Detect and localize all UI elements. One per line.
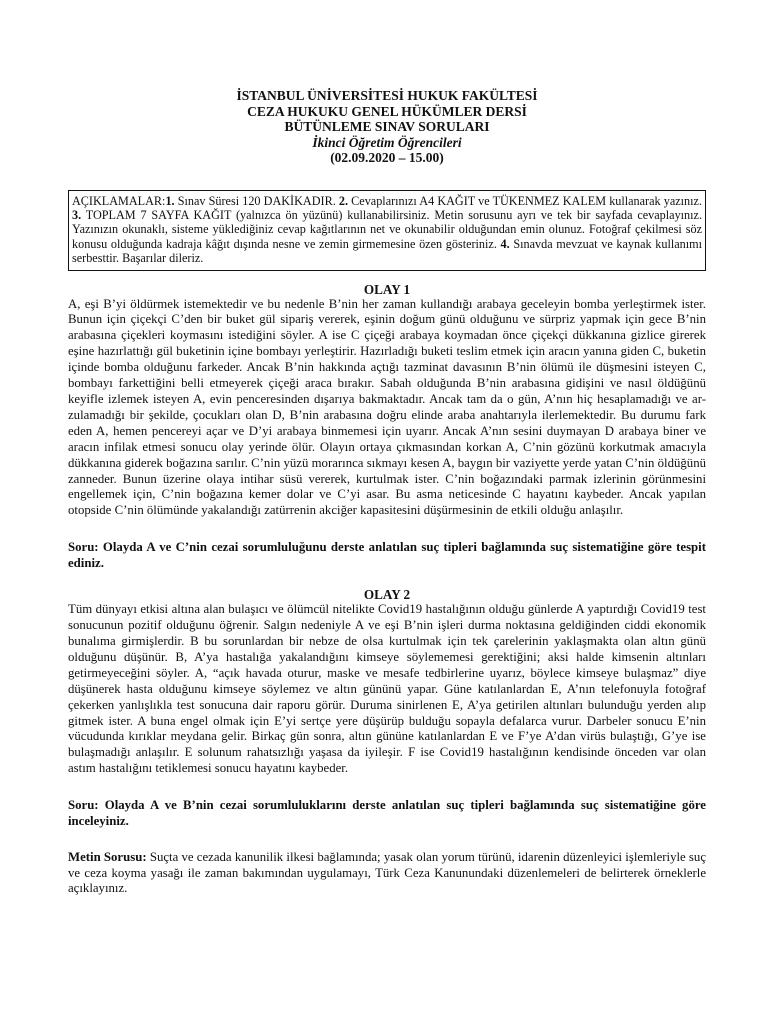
exam-title: BÜTÜNLEME SINAV SORULARI — [284, 119, 490, 134]
case-2-text: Tüm dünyayı etkisi altına alan bulaşıcı ve ölümcül nitelikte Covid19 hastalığının olduğu günlerde A yaptırdığı Covid19 test sonucunun pozitif olduğunu öğrenir. Salgın nedeniyle A ve eşi B’nin işleri durma noktasına geldiğinden ciddi ekonomik bunalıma girmişlerdir. B bu sorunlardan bir nebze de olsa kurtulmak için tek çarelerinin yaklaşmakta olan altın günü olduğunu düşünür. B, A’ya hastalığa yakalandığını kimseye söylememesi gerektiğini; aksi halde kimsenin altınları getirmeyeceğini söyler. A, “açık havada oturur, maske ve mesafe tedbirlerine uyarız, böylece kimseye bulaşmaz” diye düşünerek hasta olduğunu kimseye söylemez ve altın gününü yapar. Güne katılanlardan E, A’nın telefonuyla fotoğraf çekerken yanlışlıkla test sonucuna dair raporu görür. Duruma sinirlenen E, A’ya getirilen altınları bulunduğu yerden alıp gitmek ister. A buna engel olmak için E’yi sertçe yere düşürüp bulduğu sopayla defalarca vurur. Darbeler sonucu E’nin vücudunda kırıklar meydana gelir. Birkaç gün sonra, altın gününe katılanlardan E ve F’ye A’dan virüs bulaştığı, G’ye ise bulaşmadığı anlaşılır. E solunum rahatsızlığı yaşasa da iyileşir. F ise Covid19 hastalığının kendisinde önceden var olan astım hastalığını tetiklemesi sonucu hayatını kaybeder. — [68, 602, 706, 776]
course-title: CEZA HUKUKU GENEL HÜKÜMLER DERSİ — [247, 103, 527, 119]
item-number: 2. — [338, 193, 349, 208]
case-2-question: Soru: Olayda A ve B’nin cezai sorumluluklarını derste anlatılan suç tipleri bağlamında suç sistematiğine göre inceleyiniz. — [68, 798, 706, 829]
instructions-box — [68, 190, 706, 271]
essay-question — [68, 850, 706, 897]
item-number: 3. — [72, 207, 82, 222]
item-number: 4. — [500, 236, 510, 251]
instructions-label: AÇIKLAMALAR: — [72, 193, 166, 208]
essay-text: Suçta ve cezada kanunilik ilkesi bağlamında; yasak olan yorum türünü, idarenin düzenleyici işlemleriyle suç ve ceza koyma yasağı ile zaman bakımından uygulamayı, Türk Ceza Kanunundaki düzenlemeleri de belirterek örneklerle açıklayınız. — [68, 850, 706, 896]
essay-label: Metin Sorusu: — [68, 850, 147, 865]
students-subtitle: İkinci Öğretim Öğrencileri — [312, 134, 462, 150]
instruction-text: Sınav Süresi 120 DAKİKADIR. — [174, 193, 339, 208]
instruction-text: TOPLAM 7 SAYFA KAĞIT (yalnızca ön yüzünü) kullanabilirsiniz. Metin sorusunu ayrı ve tek bir sayfada cevaplayınız. Yazınızın okunaklı, sisteme yüklediğiniz cevap kağıtlarının net ve okunabilir olduğundan emin olunuz. Fotoğraf çekilmesi söz konusu olduğunda kadraja kâğıt dışında nesne ve zemin girmemesine özen gösteriniz. — [72, 207, 702, 251]
case-1-title: OLAY 1 — [363, 281, 411, 297]
case-2-title: OLAY 2 — [363, 587, 411, 603]
instruction-text: Cevaplarınızı A4 KAĞIT ve TÜKENMEZ KALEM kullanarak yazınız. — [348, 193, 702, 208]
case-1-question: Soru: Olayda A ve C’nin cezai sorumluluğunu derste anlatılan suç tipleri bağlamında suç sistematiğine göre tespit ediniz. — [68, 540, 706, 571]
case-1-text: A, eşi B’yi öldürmek istemektedir ve bu nedenle B’nin her zaman kullandığı arabaya geceleyin bomba yerleştirmek ister. Bunun için çiçekçi C’den bir buket gül sipariş vererek, eşinin doğum günü olduğunu ve sürpriz yapmak için gece B’nin arabasına çiçekleri koymasını istediğini söyler. A ise C çiçeği arabaya koymadan önce çiçekçi dükkanına gizlice girerek eşine hazırlattığı gül buketinin içine bombayı yerleştirir. Hazırladığı buketi teslim etmek için aracın yanına giden C, buketin içinde bomba olduğunu farkeder. Ancak B’nin hakkında açtığı tazminat davasının B’nin ölümü ile düşmesini isteyen C, bombayı farkettiğini belli etmeyerek çiçeği araca bırakır. Sabah olduğunda B’nin arabasına gidişini ve nasıl öldüğünü keyifle izlemek isteyen A, evin penceresinden dışarıya bakmaktadır. Ancak tam da o gün, A’nın hiç hesaplamadığı ve ar- zulamadığı bir şekilde, çocukları olan D, B’nin arabasına doğru elinde araba anahtarıyla ilerlemektedir. Bu durumu fark eden A, hemen pencereyi açar ve D’yi arabaya binmemesi için uyarır. Ancak A’nın sesini duymayan D arabaya biner ve aracın infilak etmesi sonucu olay yerinde ölür. Olayın ortaya çıkmasından korkan A, C’nin gözünü korkutmak amacıyla dükkanına giderek boğazına sarılır. C’nin yüzü morarınca sıkmayı kesen A, baygın bir vaziyette yerde yatan C’nin öldüğünü zanneder. Bunun üzerine olaya intihar süsü vererek, kurtulmak ister. C’nin boğazındaki parmak izlerinin görünmesini engellemek için, C’nin boğazına kemer dolar ve C’yi asar. Bu asma neticesinde C hayatını kaybeder. Ancak yapılan otopside C’nin ölümünde yakalandığı zatürrenin akciğer kapasitesini düşürmesinin de etkili olduğu anlaşılır. — [68, 296, 706, 518]
exam-date: (02.09.2020 – 15.00) — [330, 150, 444, 165]
item-number: 1. — [165, 193, 175, 208]
university-title: İSTANBUL ÜNİVERSİTESİ HUKUK FAKÜLTESİ — [236, 88, 538, 103]
instruction-text: Sınavda mevzuat ve kaynak kullanımı serbesttir. Başarılar dileriz. — [72, 236, 702, 266]
document-header — [68, 0, 706, 166]
